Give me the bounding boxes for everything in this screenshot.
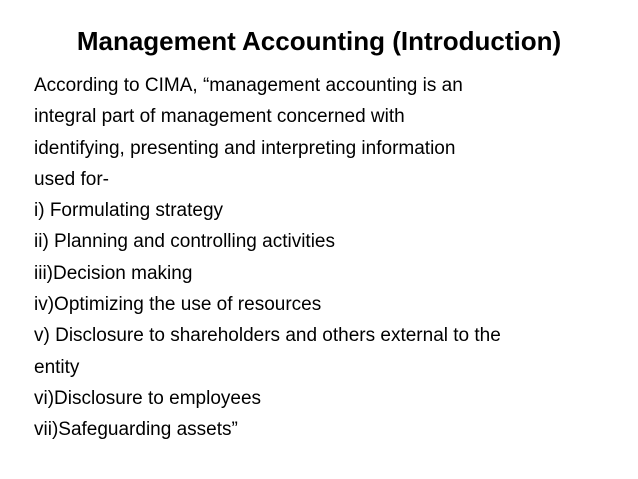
list-item-text: entity <box>34 356 80 378</box>
list-item-vii <box>34 414 624 445</box>
intro-paragraph <box>34 70 624 195</box>
slide-title: Management Accounting (Introduction) <box>76 26 562 56</box>
list-item-text: vii)Safeguarding assets” <box>34 419 238 441</box>
list-item-v <box>34 320 624 383</box>
list-item-vi <box>34 383 624 414</box>
list-item-text: v) Disclosure to shareholders and others external to the <box>34 325 501 347</box>
list-item-text: ii) Planning and controlling activities <box>34 231 335 253</box>
list-item-text: iii)Decision making <box>34 262 193 284</box>
list-item-text: vi)Disclosure to employees <box>34 387 262 409</box>
list-item-iv <box>34 289 624 320</box>
list-item-i <box>34 195 624 226</box>
intro-line: identifying, presenting and interpreting information <box>34 137 456 159</box>
intro-line: According to CIMA, “management accounting is an <box>34 75 463 96</box>
list-item-text: iv)Optimizing the use of resources <box>34 294 322 316</box>
list-item-text: i) Formulating strategy <box>34 200 224 222</box>
intro-line: used for- <box>34 168 109 190</box>
list-item-ii <box>34 226 624 257</box>
intro-line: integral part of management concerned with <box>34 106 405 128</box>
slide-body <box>34 70 624 446</box>
list-item-iii <box>34 258 624 289</box>
